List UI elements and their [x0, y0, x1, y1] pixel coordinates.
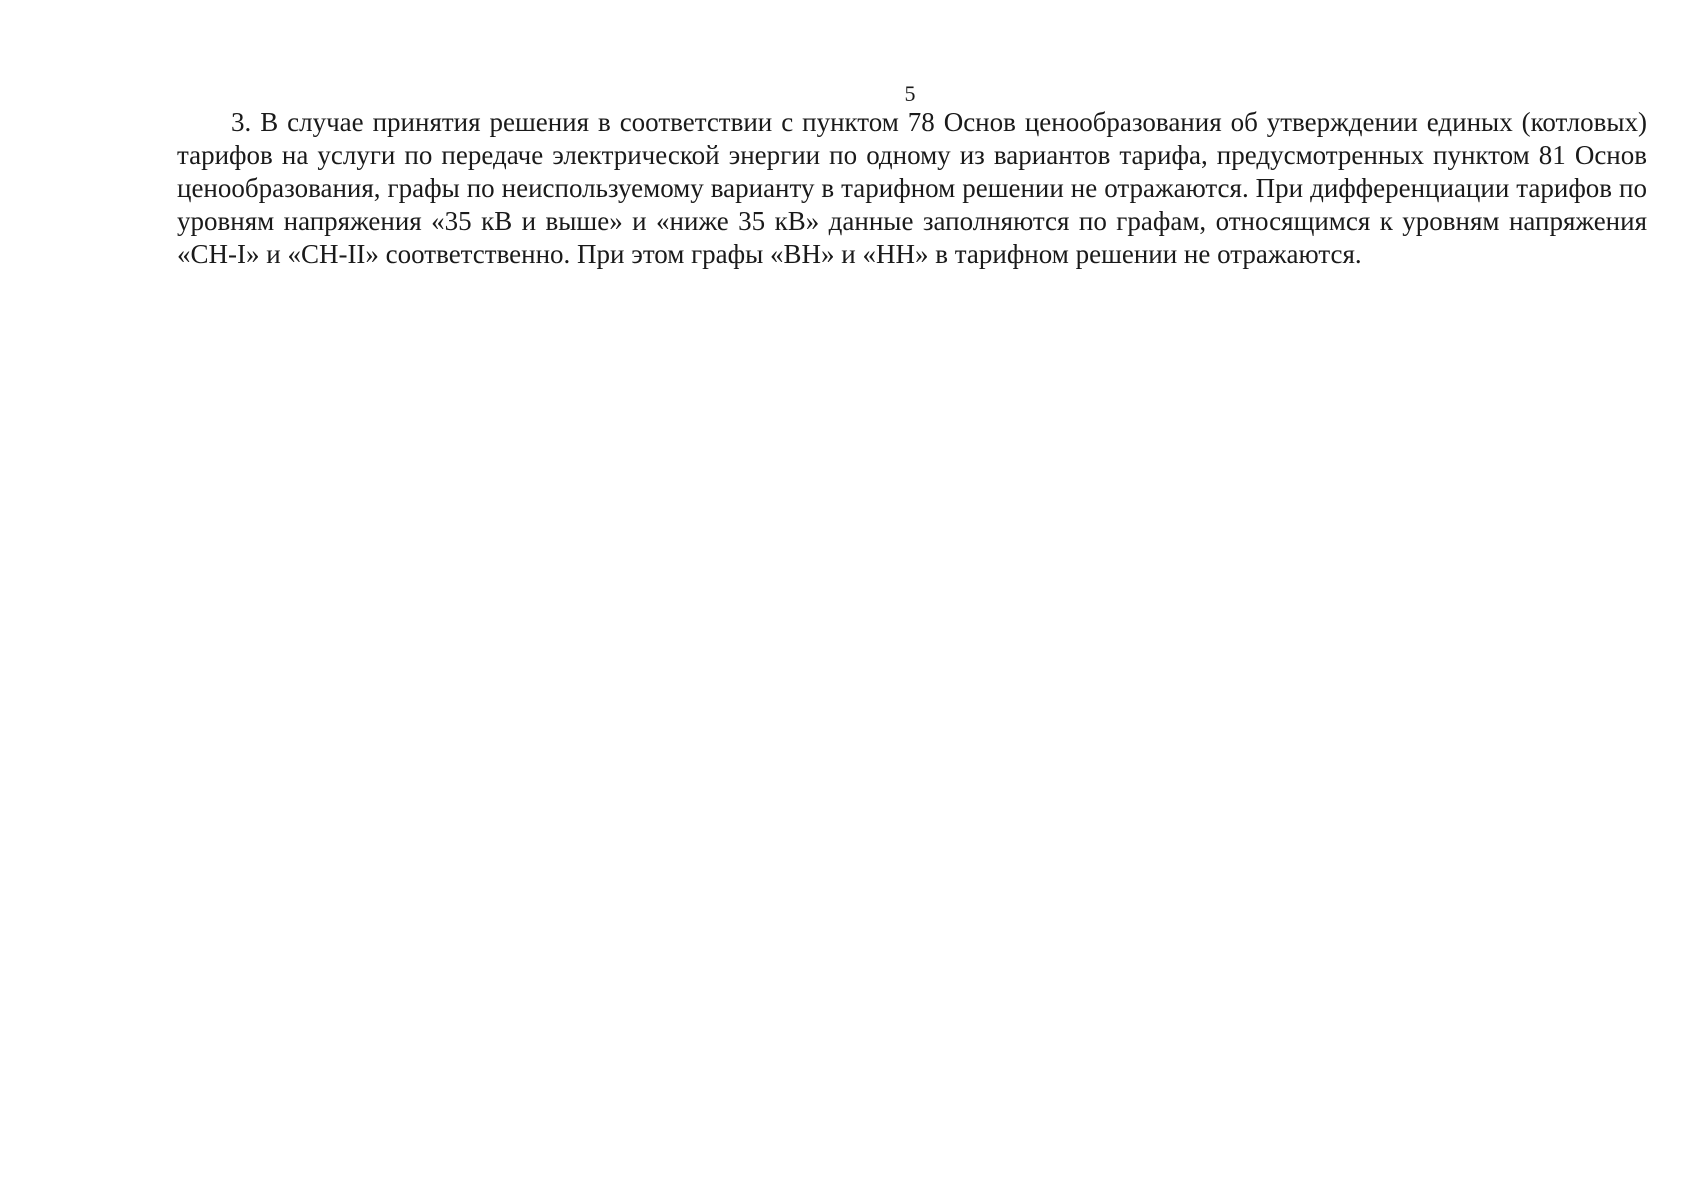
body-paragraph: 3. В случае принятия решения в соответствии с пунктом 78 Основ ценообразования об утверждении единых (котловых) тарифов на услуги по передаче электрической энергии по одному из вариантов тарифа, предусмотренных пунктом 81 Основ ценообразования, графы по неиспользуемому варианту в тарифном решении не отражаются. При дифференциации тарифов по уровням напряжения «35 кВ и выше» и «ниже 35 кВ» данные заполняются по графам, относящимся к уровням напряжения «СН-I» и «СН-II» соответственно. При этом графы «ВН» и «НН» в тарифном решении не отражаются.: [177, 107, 1647, 269]
page-number: 5: [904, 81, 916, 106]
